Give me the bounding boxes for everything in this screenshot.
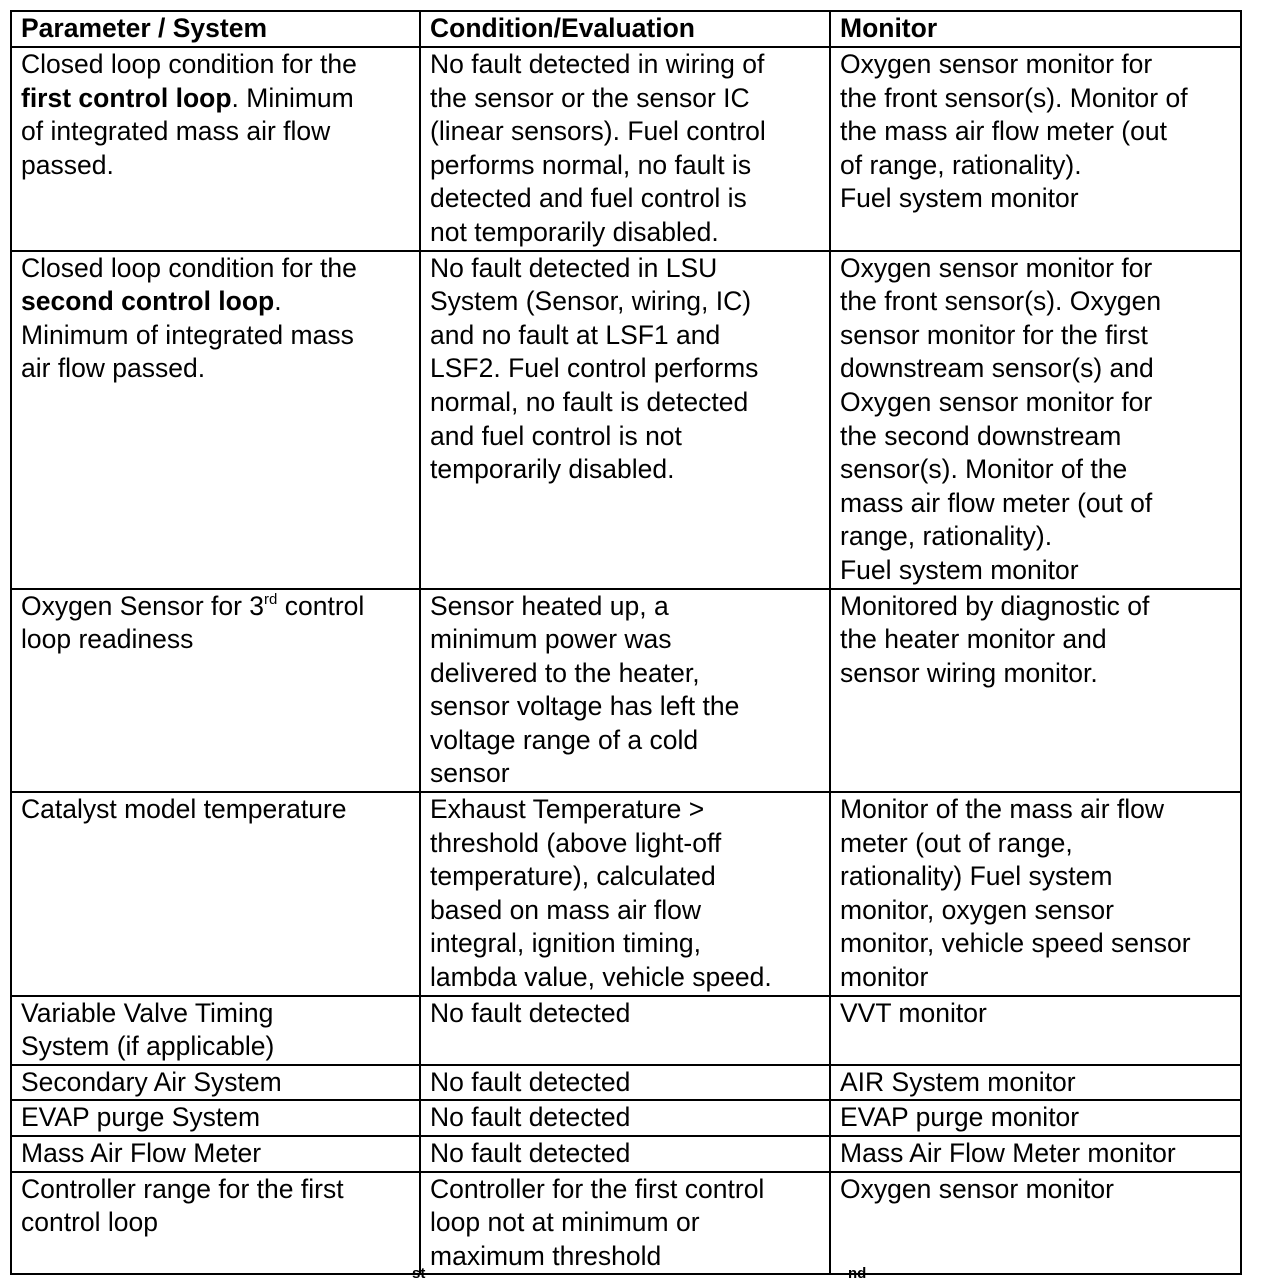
bold-term: second control loop bbox=[21, 286, 275, 317]
parameter-cell: EVAP purge System bbox=[11, 1100, 420, 1136]
monitor-cell: VVT monitor bbox=[830, 996, 1241, 1065]
monitor-cell: Oxygen sensor monitor for the front sensor(s). Monitor of the mass air flow meter (out of range, rationality). Fuel system monitor bbox=[830, 47, 1241, 251]
monitor-cell: Monitored by diagnostic of the heater monitor and sensor wiring monitor. bbox=[830, 589, 1241, 793]
readiness-conditions-table bbox=[10, 10, 1242, 1275]
table-row bbox=[11, 1172, 1241, 1275]
table-row bbox=[11, 589, 1241, 793]
parameter-cell: Catalyst model temperature bbox=[11, 792, 420, 996]
condition-cell: No fault detected in wiring of the sensor or the sensor IC (linear sensors). Fuel control performs normal, no fault is detected and fuel control is not temporarily disabled. bbox=[420, 47, 830, 251]
parameter-cell: Closed loop condition for the first control loop. Minimum of integrated mass air flow passed. bbox=[11, 47, 420, 251]
parameter-cell: Secondary Air System bbox=[11, 1065, 420, 1101]
bold-term: first control loop bbox=[21, 82, 232, 113]
parameter-cell: Oxygen Sensor for 3rd control loop readiness bbox=[11, 589, 420, 793]
parameter-cell: Closed loop condition for the second control loop. Minimum of integrated mass air flow passed. bbox=[11, 251, 420, 589]
condition-cell: No fault detected bbox=[420, 1100, 830, 1136]
ordinal-superscript: rd bbox=[264, 590, 278, 608]
header-parameter-system: Parameter / System bbox=[11, 11, 420, 47]
condition-cell: No fault detected bbox=[420, 1136, 830, 1172]
monitor-cell: Oxygen sensor monitor bbox=[830, 1172, 1241, 1275]
cutoff-superscript-left: st bbox=[412, 1265, 426, 1282]
table-row bbox=[11, 251, 1241, 589]
table-row bbox=[11, 792, 1241, 996]
table-row bbox=[11, 1100, 1241, 1136]
parameter-cell: Mass Air Flow Meter bbox=[11, 1136, 420, 1172]
table-row bbox=[11, 1136, 1241, 1172]
condition-cell: No fault detected in LSU System (Sensor, wiring, IC) and no fault at LSF1 and LSF2. Fuel control performs normal, no fault is detected and fuel control is not temporarily disabled. bbox=[420, 251, 830, 589]
condition-cell: No fault detected bbox=[420, 1065, 830, 1101]
table-header-row bbox=[11, 11, 1241, 47]
header-monitor: Monitor bbox=[830, 11, 1241, 47]
parameter-cell: Controller range for the first control loop bbox=[11, 1172, 420, 1275]
monitor-cell: AIR System monitor bbox=[830, 1065, 1241, 1101]
header-condition-evaluation: Condition/Evaluation bbox=[420, 11, 830, 47]
condition-cell: No fault detected bbox=[420, 996, 830, 1065]
monitor-cell: EVAP purge monitor bbox=[830, 1100, 1241, 1136]
condition-cell: Exhaust Temperature > threshold (above light-off temperature), calculated based on mass air flow integral, ignition timing, lambda value, vehicle speed. bbox=[420, 792, 830, 996]
monitor-cell: Mass Air Flow Meter monitor bbox=[830, 1136, 1241, 1172]
condition-cell: Sensor heated up, a minimum power was delivered to the heater, sensor voltage has left the voltage range of a cold sensor bbox=[420, 589, 830, 793]
condition-cell: Controller for the first control loop not at minimum or maximum threshold bbox=[420, 1172, 830, 1275]
table-row bbox=[11, 47, 1241, 251]
monitor-cell: Monitor of the mass air flow meter (out of range, rationality) Fuel system monitor, oxygen sensor monitor, vehicle speed sensor monitor bbox=[830, 792, 1241, 996]
cutoff-superscript-right: nd bbox=[848, 1265, 867, 1282]
monitor-cell: Oxygen sensor monitor for the front sensor(s). Oxygen sensor monitor for the first downstream sensor(s) and Oxygen sensor monitor for the second downstream sensor(s). Monitor of the mass air flow meter (out of range, rationality). Fuel system monitor bbox=[830, 251, 1241, 589]
table-row bbox=[11, 1065, 1241, 1101]
parameter-cell: Variable Valve Timing System (if applicable) bbox=[11, 996, 420, 1065]
table-row bbox=[11, 996, 1241, 1065]
